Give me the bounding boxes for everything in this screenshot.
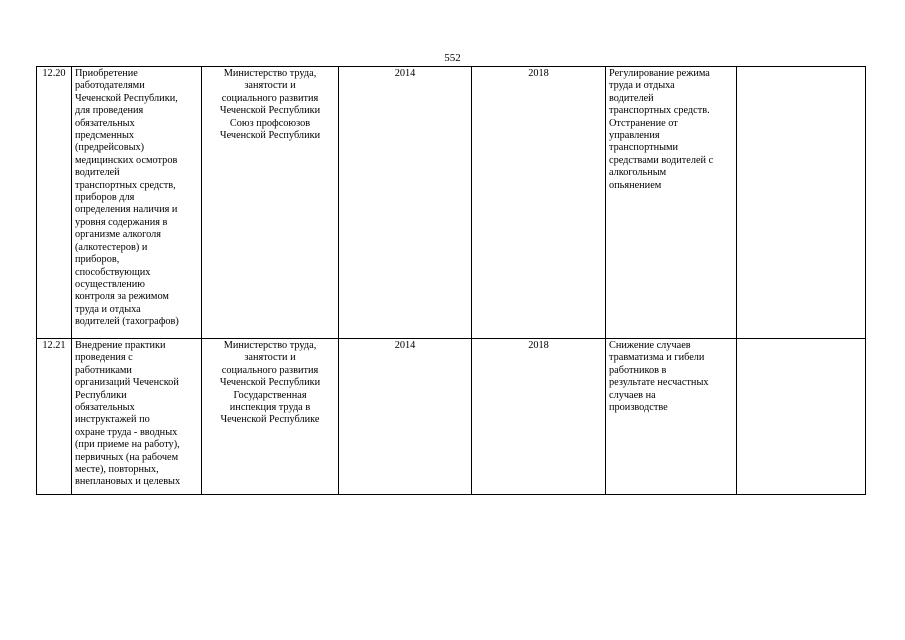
end-year: 2018 [472,339,606,495]
measure-line: месте), повторных, [75,464,159,476]
measure-line: обязательных [75,402,135,414]
table-row [37,67,866,339]
result-line: Снижение случаев [609,340,691,351]
measure-line: проведения с [75,352,133,364]
result-line: средствами водителей с [609,154,714,166]
measures-table [36,66,866,495]
result-line: труда и отдыха [609,80,675,92]
measure-line: (предрейсовых) [75,142,145,154]
start-year: 2014 [339,339,472,495]
measure-line: внеплановых и целевых [75,476,181,488]
result-line: управления [609,130,660,142]
note-cell [737,339,866,495]
measure-line: транспортных средств, [75,179,176,191]
result-line: результате несчастных [609,377,709,389]
measure-line: Внедрение практики [75,340,166,351]
result-cell [606,339,737,495]
measure-line: охране труда - вводных [75,426,178,438]
executor-cell [202,67,339,339]
result-line: производстве [609,402,668,414]
row-number: 12.20 [37,67,72,339]
measure-line: способствующих [75,266,151,278]
result-cell [606,67,737,339]
result-line: работников в [609,364,667,376]
measure-line: Приобретение [75,68,138,79]
measure-line: инструктажей по [75,414,150,426]
page-number: 552 [444,52,461,64]
result-line: алкогольным [609,167,667,179]
measure-line: определения наличия и [75,204,178,216]
result-line: опьянением [609,179,662,191]
measure-line: Чеченской Республики, [75,92,178,104]
measure-line: первичных (на рабочем [75,451,179,463]
executor-text: Министерство труда, занятости и социального развития Чеченской Республики Союз профсоюзов Чеченской Республики [219,68,321,142]
result-line: травматизма и гибели [609,352,705,364]
measure-line: (алкотестеров) и [75,241,148,253]
executor-text: Министерство труда, занятости и социального развития Чеченской Республики Государственная инспекция труда в Чеченской Республике [219,340,321,426]
measure-line: приборов, [75,254,120,266]
row-number: 12.21 [37,339,72,495]
start-year: 2014 [339,67,472,339]
measure-cell [72,67,202,339]
measure-line: уровня содержания в [75,216,168,228]
measure-line: работниками [75,364,132,376]
measure-line: предсменных [75,130,135,142]
measure-line: работодателями [75,80,145,92]
result-line: водителей [609,92,654,104]
measure-line: медицинских осмотров [75,154,178,166]
measure-line: приборов для [75,192,135,204]
measure-line: осуществлению [75,278,145,290]
measure-line: контроля за режимом [75,291,169,303]
measure-line: Республики [75,389,127,401]
measure-line: организме алкоголя [75,229,161,241]
measure-line: обязательных [75,117,135,129]
result-line: Отстранение от [609,117,678,129]
measure-line: водителей (тахографов) [75,316,179,328]
result-line: транспортными [609,142,679,154]
result-line: транспортных средств. [609,105,710,117]
measure-line: водителей [75,167,120,179]
measure-line: организаций Чеченской [75,377,179,389]
table-row [37,339,866,495]
result-line: Регулирование режима [609,68,710,79]
executor-cell [202,339,339,495]
end-year: 2018 [472,67,606,339]
measure-line: для проведения [75,105,144,117]
measure-line: труда и отдыха [75,303,141,315]
measure-line: (при приеме на работу), [75,439,180,451]
note-cell [737,67,866,339]
measure-cell [72,339,202,495]
result-line: случаев на [609,389,656,401]
